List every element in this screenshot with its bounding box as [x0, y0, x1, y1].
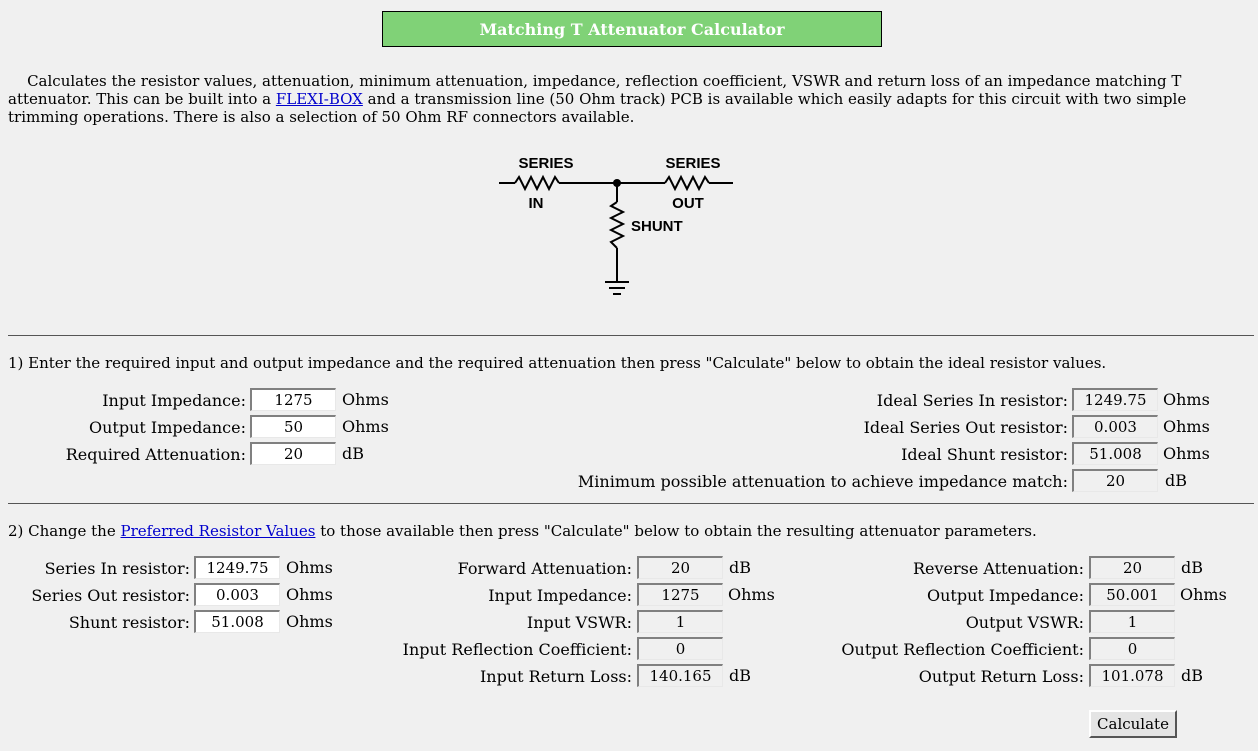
series-out-unit: Ohms: [286, 585, 333, 604]
result-input-impedance-label: Input Impedance:: [488, 586, 632, 605]
calculate-button[interactable]: Calculate: [1089, 710, 1177, 738]
ideal-series-out-unit: Ohms: [1163, 417, 1210, 436]
label-in: IN: [528, 195, 544, 212]
series-in-field[interactable]: [194, 556, 280, 579]
label-series-in-top: SERIES: [518, 155, 574, 172]
label-shunt: SHUNT: [631, 218, 683, 235]
input-vswr-label: Input VSWR:: [526, 613, 632, 632]
ideal-shunt-field: [1072, 442, 1158, 465]
output-impedance-unit: Ohms: [342, 417, 389, 436]
forward-attenuation-field: [637, 556, 723, 579]
intro-text-1: Calculates the resistor values, attenuation, minimum attenuation, impedance, reflection coefficient, VSWR and return loss of an impedance matching T attenuator. This can be built into a: [8, 72, 1182, 108]
result-output-impedance-field: [1089, 583, 1175, 606]
output-return-loss-unit: dB: [1181, 666, 1203, 685]
output-reflection-field: [1089, 637, 1175, 660]
t-attenuator-diagram: [495, 150, 745, 305]
junction-dot: [613, 179, 621, 187]
output-impedance-label: Output Impedance:: [88, 418, 246, 437]
output-return-loss-field: [1089, 664, 1175, 687]
min-attenuation-unit: dB: [1165, 471, 1187, 490]
series-in-unit: Ohms: [286, 558, 333, 577]
input-return-loss-label: Input Return Loss:: [479, 667, 632, 686]
input-impedance-label: Input Impedance:: [102, 391, 246, 410]
output-vswr-label: Output VSWR:: [965, 613, 1084, 632]
input-return-loss-unit: dB: [729, 666, 751, 685]
result-input-impedance-unit: Ohms: [728, 585, 775, 604]
result-input-impedance-field: [637, 583, 723, 606]
ideal-shunt-unit: Ohms: [1163, 444, 1210, 463]
input-impedance-unit: Ohms: [342, 390, 389, 409]
required-attenuation-label: Required Attenuation:: [65, 445, 246, 464]
result-output-impedance-label: Output Impedance:: [926, 586, 1084, 605]
divider-top: [8, 335, 1254, 336]
output-return-loss-label: Output Return Loss:: [918, 667, 1084, 686]
forward-attenuation-unit: dB: [729, 558, 751, 577]
forward-attenuation-label: Forward Attenuation:: [457, 559, 632, 578]
ideal-series-out-label: Ideal Series Out resistor:: [863, 418, 1068, 437]
output-vswr-field: [1089, 610, 1175, 633]
series-out-field[interactable]: [194, 583, 280, 606]
required-attenuation-unit: dB: [342, 444, 364, 463]
preferred-resistor-values-link[interactable]: Preferred Resistor Values: [120, 522, 316, 540]
series-in-label: Series In resistor:: [44, 559, 190, 578]
ideal-series-in-field: [1072, 388, 1158, 411]
output-impedance-field[interactable]: [250, 415, 336, 438]
intro-paragraph: [8, 72, 1253, 126]
input-reflection-field: [637, 637, 723, 660]
input-return-loss-field: [637, 664, 723, 687]
page-title: Matching T Attenuator Calculator: [382, 11, 882, 47]
divider-middle: [8, 503, 1254, 504]
required-attenuation-field[interactable]: [250, 442, 336, 465]
input-vswr-field: [637, 610, 723, 633]
flexi-box-link[interactable]: FLEXI-BOX: [275, 90, 363, 108]
reverse-attenuation-label: Reverse Attenuation:: [912, 559, 1084, 578]
shunt-unit: Ohms: [286, 612, 333, 631]
step2-text-before: 2) Change the: [8, 522, 121, 540]
ideal-series-out-field: [1072, 415, 1158, 438]
series-out-label: Series Out resistor:: [31, 586, 190, 605]
input-reflection-label: Input Reflection Coefficient:: [402, 640, 632, 659]
ideal-series-in-unit: Ohms: [1163, 390, 1210, 409]
ideal-series-in-label: Ideal Series In resistor:: [876, 391, 1068, 410]
min-attenuation-field: [1072, 469, 1158, 492]
shunt-field[interactable]: [194, 610, 280, 633]
result-output-impedance-unit: Ohms: [1180, 585, 1227, 604]
ideal-shunt-label: Ideal Shunt resistor:: [901, 445, 1068, 464]
step2-instructions: [8, 522, 1037, 540]
step2-text-after: to those available then press "Calculate" below to obtain the resulting attenuator parameters.: [315, 522, 1037, 540]
label-series-out-top: SERIES: [665, 155, 721, 172]
reverse-attenuation-field: [1089, 556, 1175, 579]
step1-instructions: 1) Enter the required input and output impedance and the required attenuation then press "Calculate" below to obtain the ideal resistor values.: [8, 354, 1107, 372]
shunt-label: Shunt resistor:: [68, 613, 190, 632]
input-impedance-field[interactable]: [250, 388, 336, 411]
min-attenuation-label: Minimum possible attenuation to achieve impedance match:: [577, 472, 1068, 491]
label-out: OUT: [672, 195, 704, 212]
reverse-attenuation-unit: dB: [1181, 558, 1203, 577]
output-reflection-label: Output Reflection Coefficient:: [841, 640, 1084, 659]
intro-text-2: and a transmission line (50 Ohm track) PCB is available which easily adapts for this circuit with two simple trimming operations. There is also a selection of 50 Ohm RF connectors available.: [8, 90, 1187, 126]
